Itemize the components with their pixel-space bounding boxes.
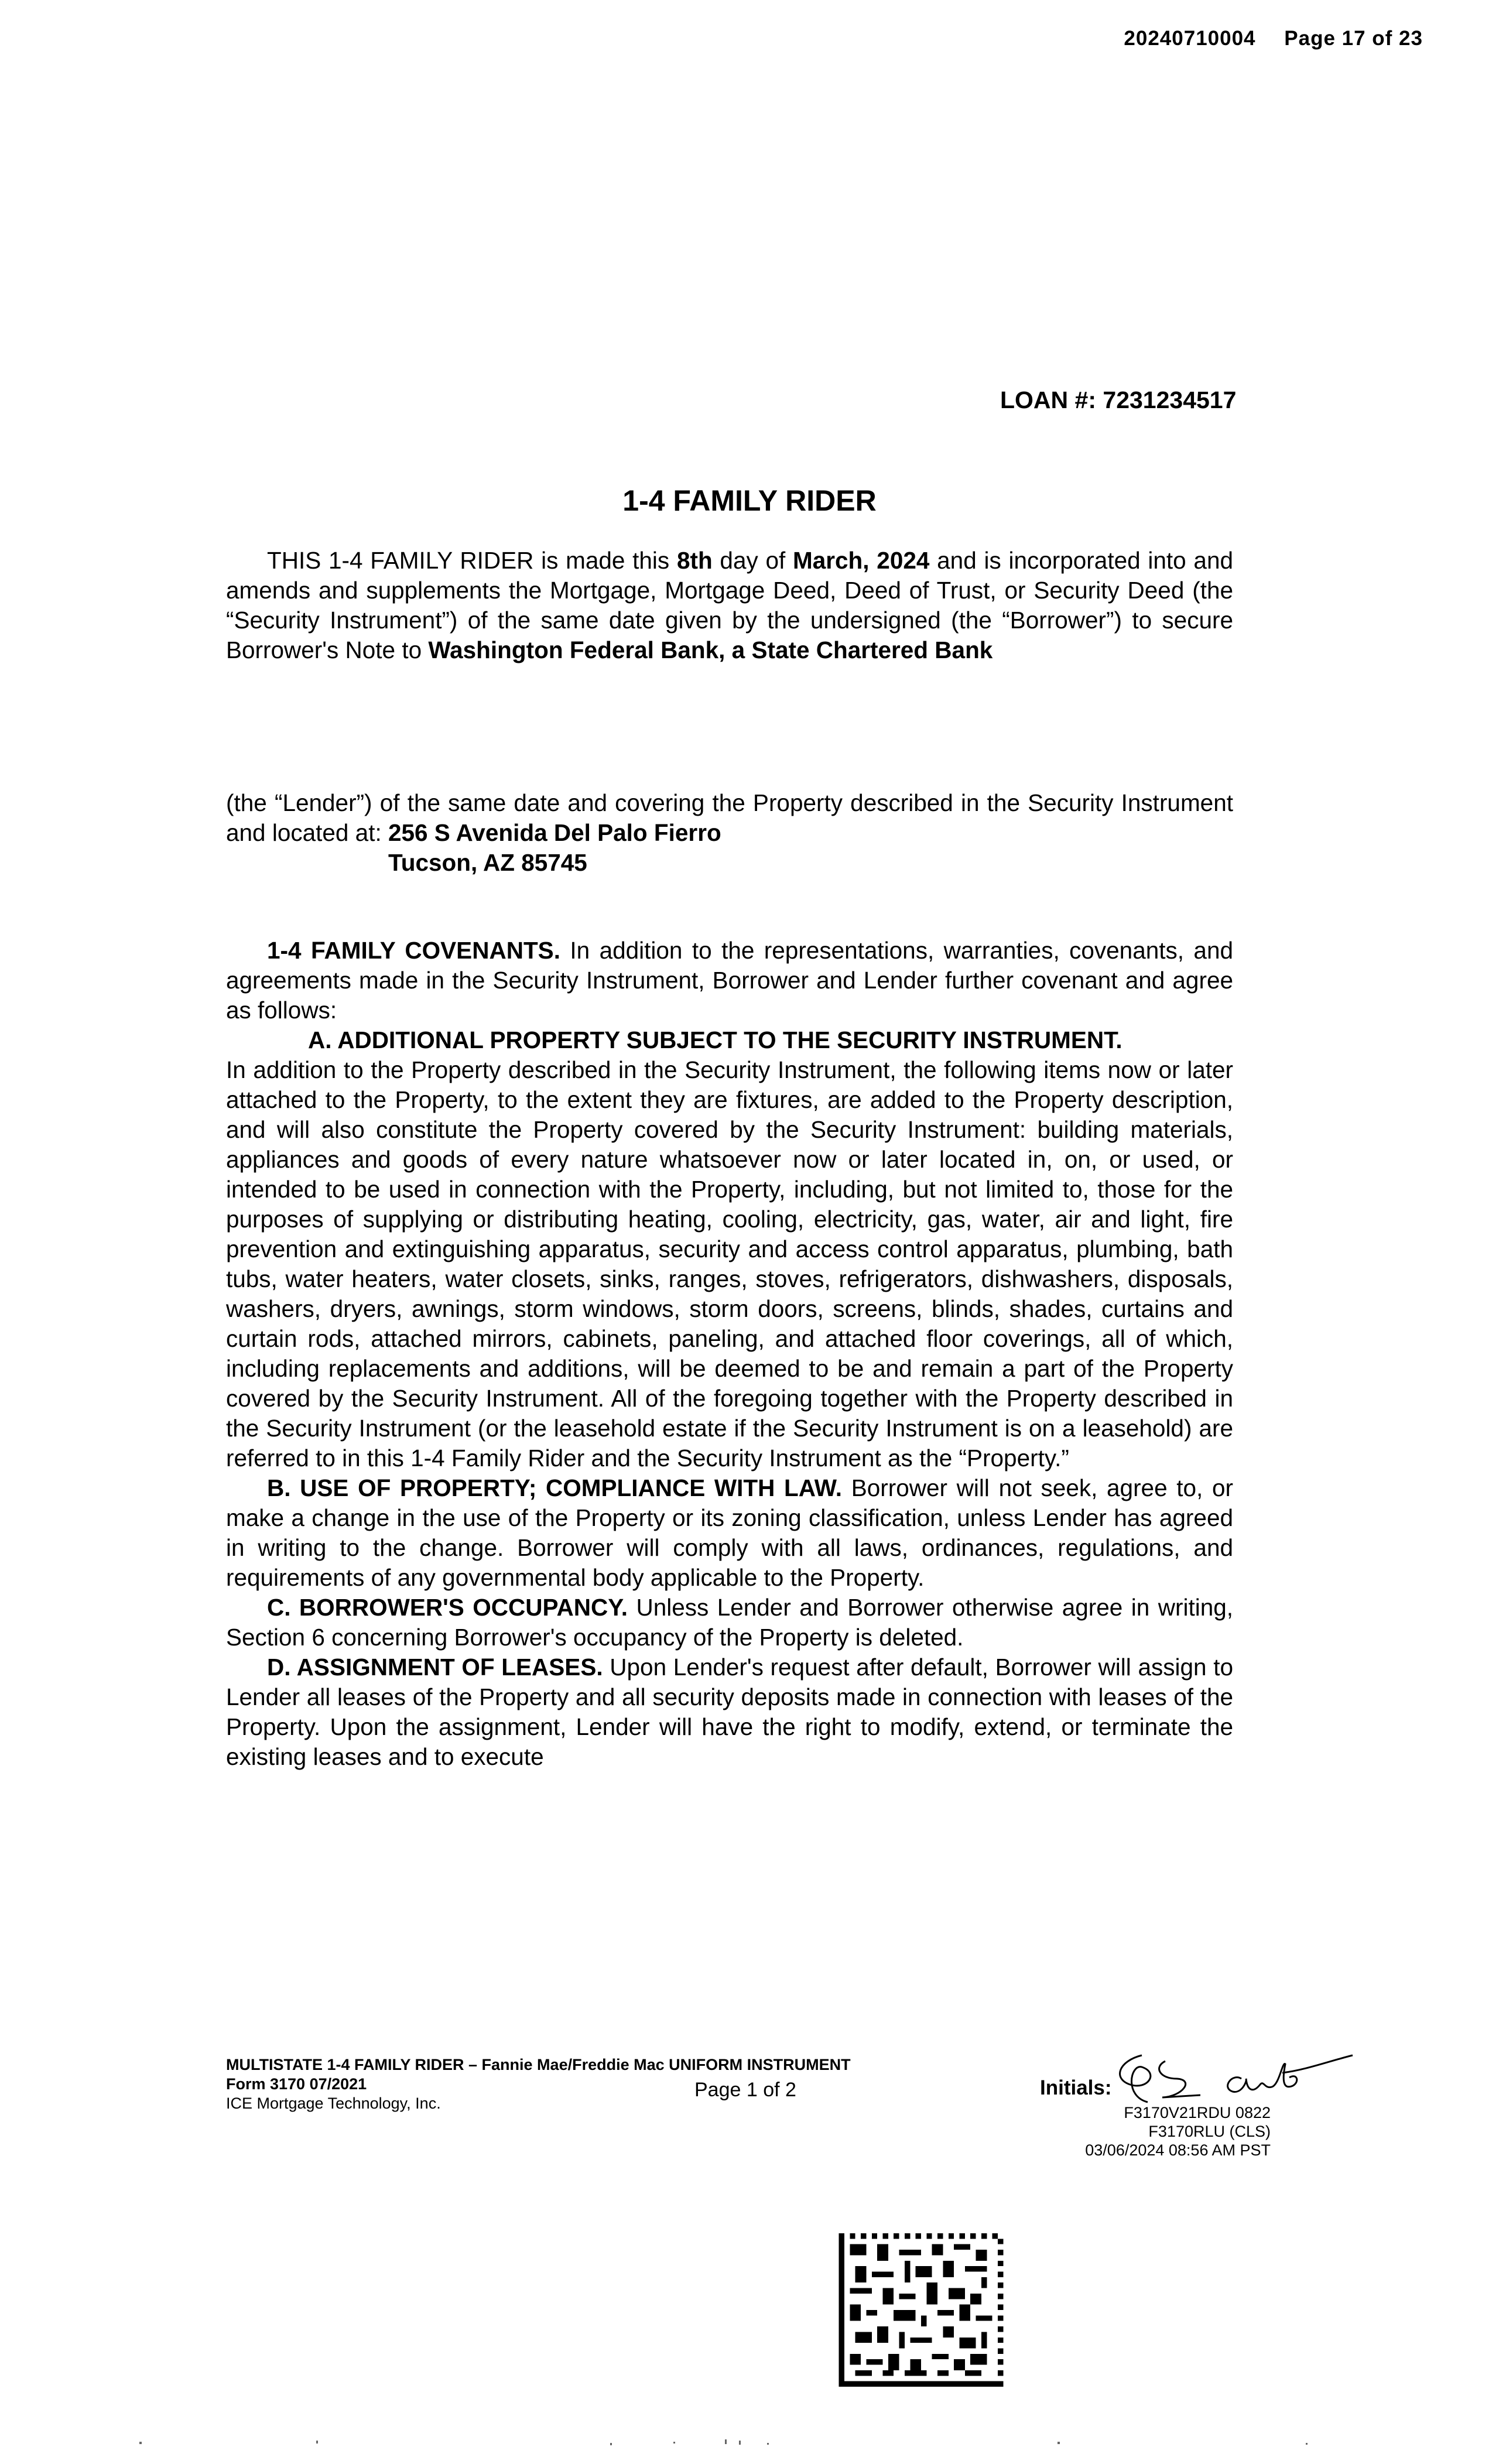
form-code-2: F3170RLU (CLS) xyxy=(1148,2123,1271,2140)
covenants-intro-text: In addition to the representations, warranties, covenants, and agreements made in the Security Instrument, Borrower and Lender further covenant and agree as follows: xyxy=(226,937,1233,1024)
page-number: Page 1 of 2 xyxy=(694,2079,796,2101)
recording-header xyxy=(1124,27,1423,50)
covenant-b-heading: B. USE OF PROPERTY; COMPLIANCE WITH LAW. xyxy=(267,1474,843,1501)
covenant-a xyxy=(226,1025,1233,1473)
initials-signature xyxy=(1107,2038,1376,2114)
form-number: Form 3170 07/2021 xyxy=(226,2075,367,2093)
intro-text-3: and is incorporated into and amends and supplements the Mortgage, Mortgage Deed, Deed of Trust, or Security Deed (the “Security Instrument”) of the same date given by the undersigned (the “Borrower”) to secure Borrower's Note to xyxy=(226,547,1233,663)
form-codes xyxy=(1048,2103,1271,2160)
loan-number: LOAN #: 7231234517 xyxy=(1000,386,1237,413)
covenant-b-text: Borrower will not seek, agree to, or make a change in the use of the Property or its zoning classification, unless Lender has agreed in writing to the change. Borrower will comply with all laws, ordinances, regulations, and requirements of any governmental body applicable to the Property. xyxy=(226,1474,1233,1591)
intro-text-2: day of xyxy=(712,547,793,574)
covenant-c-text: Unless Lender and Borrower otherwise agree in writing, Section 6 concerning Borrower's occupancy of the Property is deleted. xyxy=(226,1594,1233,1651)
document-number: 20240710004 xyxy=(1124,27,1256,50)
covenant-d-text: Upon Lender's request after default, Borrower will assign to Lender all leases of the Property and all security deposits made in connection with leases of the Property. Upon the assignment, Lender will have the right to modify, extend, or terminate the existing leases and to execute xyxy=(226,1654,1233,1770)
address-line-1: 256 S Avenida Del Palo Fierro xyxy=(388,819,721,846)
form-code-1: F3170V21RDU 0822 xyxy=(1124,2104,1271,2121)
rider-day: 8th xyxy=(676,547,713,574)
covenants-section xyxy=(226,936,1233,1772)
print-timestamp: 03/06/2024 08:56 AM PST xyxy=(1085,2141,1271,2159)
intro-text-1: THIS 1-4 FAMILY RIDER is made this xyxy=(267,547,677,574)
lender-name: Washington Federal Bank, a State Chartered Bank xyxy=(428,636,993,663)
lender-paragraph xyxy=(226,788,1233,878)
vendor-name: ICE Mortgage Technology, Inc. xyxy=(226,2095,441,2112)
scan-artifacts xyxy=(0,2430,1499,2453)
intro-paragraph xyxy=(226,546,1233,665)
lender-text: (the “Lender”) of the same date and covering the Property described in the Security Instrument and located at: xyxy=(226,789,1233,846)
barcode-icon xyxy=(837,2233,1005,2387)
covenant-d xyxy=(226,1652,1233,1772)
covenant-b xyxy=(226,1473,1233,1593)
covenants-intro xyxy=(226,936,1233,1025)
form-title: MULTISTATE 1-4 FAMILY RIDER – Fannie Mae/Freddie Mac UNIFORM INSTRUMENT xyxy=(226,2056,851,2073)
document-title: 1-4 FAMILY RIDER xyxy=(622,484,877,517)
covenants-heading: 1-4 FAMILY COVENANTS. xyxy=(267,937,560,964)
covenant-a-heading: A. ADDITIONAL PROPERTY SUBJECT TO THE SECURITY INSTRUMENT. xyxy=(308,1026,1122,1053)
covenant-c xyxy=(226,1593,1233,1652)
page-reference: Page 17 of 23 xyxy=(1284,27,1423,50)
property-address xyxy=(388,818,721,878)
address-line-2: Tucson, AZ 85745 xyxy=(388,849,587,876)
covenant-c-heading: C. BORROWER'S OCCUPANCY. xyxy=(267,1594,628,1621)
covenant-a-text: In addition to the Property described in the Security Instrument, the following items now or later attached to the Property, to the extent they are fixtures, are added to the Property description, and will also constitute the Property covered by the Security Instrument: building materials, appliances and goods of every nature whatsoever now or later located in, on, or used, or intended to be used in connection with the Property, including, but not limited to, those for the purposes of supplying or distributing heating, cooling, electricity, gas, water, air and light, fire prevention and extinguishing apparatus, security and access control apparatus, plumbing, bath tubs, water heaters, water closets, sinks, ranges, stoves, refrigerators, dishwashers, disposals, washers, dryers, awnings, storm windows, storm doors, screens, blinds, shades, curtains and curtain rods, attached mirrors, cabinets, paneling, and attached floor coverings, all of which, including replacements and additions, will be deemed to be and remain a part of the Property covered by the Security Instrument. All of the foregoing together with the Property described in the Security Instrument (or the leasehold estate if the Security Instrument is on a leasehold) are referred to in this 1-4 Family Rider and the Security Instrument as the “Property.” xyxy=(226,1056,1233,1471)
covenant-d-heading: D. ASSIGNMENT OF LEASES. xyxy=(267,1654,603,1681)
initials-label: Initials: xyxy=(1040,2076,1112,2099)
rider-month-year: March, 2024 xyxy=(793,547,930,574)
